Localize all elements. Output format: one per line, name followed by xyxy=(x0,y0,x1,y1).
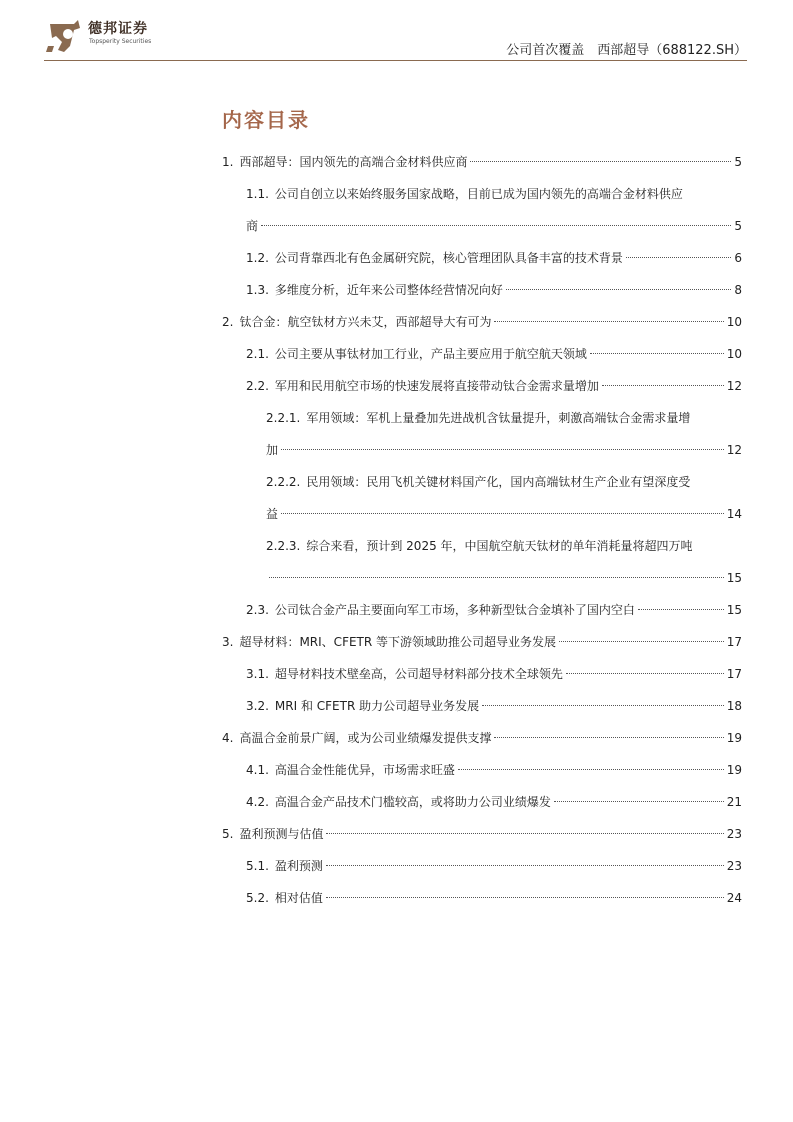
toc-entry-number: 2.3. xyxy=(246,603,269,617)
toc-leader-dots xyxy=(482,705,724,706)
toc-entry[interactable] xyxy=(222,882,742,914)
toc-entry-number: 3. xyxy=(222,635,234,649)
toc-leader-dots xyxy=(494,321,723,322)
toc-entry-title: 西部超导：国内领先的高端合金材料供应商 xyxy=(239,155,468,169)
toc-entry-page: 19 xyxy=(726,731,742,745)
toc-entry[interactable] xyxy=(222,306,742,338)
toc-entry-title-continued: 加 xyxy=(266,443,279,457)
toc-entry-number: 5.1. xyxy=(246,859,269,873)
toc-entry-title: 盈利预测 xyxy=(274,859,323,873)
logo-icon xyxy=(44,16,84,56)
report-header-title: 公司首次覆盖 西部超导（688122.SH） xyxy=(506,43,747,58)
toc-leader-dots xyxy=(559,641,724,642)
toc-leader-dots xyxy=(554,801,724,802)
toc-entry-number: 2.1. xyxy=(246,347,269,361)
toc-entry-title: 公司背靠西北有色金属研究院，核心管理团队具备丰富的技术背景 xyxy=(274,251,623,265)
toc-entry-title: 超导材料技术壁垒高，公司超导材料部分技术全球领先 xyxy=(274,667,563,681)
toc-entry-number: 3.2. xyxy=(246,699,269,713)
toc-leader-dots xyxy=(590,353,724,354)
toc-entry[interactable] xyxy=(222,722,742,754)
toc-entry[interactable] xyxy=(222,370,742,402)
toc-entry-page: 14 xyxy=(726,507,742,521)
toc-entry-page: 24 xyxy=(726,891,742,905)
toc-entry-title: 盈利预测与估值 xyxy=(239,827,324,841)
toc-entry-title: 高温合金产品技术门槛较高，或将助力公司业绩爆发 xyxy=(274,795,551,809)
toc-leader-dots xyxy=(281,513,724,514)
toc-entry[interactable] xyxy=(222,690,742,722)
toc-entry[interactable] xyxy=(222,530,742,594)
toc-entry-number: 3.1. xyxy=(246,667,269,681)
toc-entry-title: 高温合金性能优异，市场需求旺盛 xyxy=(274,763,455,777)
toc-heading: 内容目录 xyxy=(222,108,310,132)
toc-entry-page: 8 xyxy=(734,283,742,297)
toc-leader-dots xyxy=(326,865,724,866)
toc-leader-dots xyxy=(269,577,724,578)
toc-entry[interactable] xyxy=(222,626,742,658)
toc-leader-dots xyxy=(470,161,731,162)
toc-entry[interactable] xyxy=(222,594,742,626)
toc-entry-title: 公司自创立以来始终服务国家战略，目前已成为国内领先的高端合金材料供应 xyxy=(274,187,683,201)
toc-entry-number: 4.1. xyxy=(246,763,269,777)
toc-leader-dots xyxy=(458,769,724,770)
toc-leader-dots xyxy=(326,897,724,898)
toc-entry[interactable] xyxy=(222,242,742,274)
toc-entry-title: 军用和民用航空市场的快速发展将直接带动钛合金需求量增加 xyxy=(274,379,599,393)
toc-entry-number: 1.2. xyxy=(246,251,269,265)
toc-entry-page: 18 xyxy=(726,699,742,713)
toc-entry-title: 多维度分析，近年来公司整体经营情况向好 xyxy=(274,283,503,297)
toc-entry[interactable] xyxy=(222,402,742,466)
toc-entry-page: 5 xyxy=(734,155,742,169)
toc-entry-page: 10 xyxy=(726,315,742,329)
toc-leader-dots xyxy=(566,673,724,674)
table-of-contents xyxy=(222,146,742,914)
toc-entry[interactable] xyxy=(222,274,742,306)
toc-entry-number: 5.2. xyxy=(246,891,269,905)
toc-leader-dots xyxy=(261,225,731,226)
logo-chinese-name: 德邦证券 xyxy=(88,21,148,37)
toc-entry-page: 15 xyxy=(726,603,742,617)
toc-entry-number: 4. xyxy=(222,731,234,745)
toc-entry[interactable] xyxy=(222,338,742,370)
toc-entry[interactable] xyxy=(222,818,742,850)
toc-entry-title: 军用领域：军机上量叠加先进战机含钛量提升，刺激高端钛合金需求量增 xyxy=(306,411,691,425)
toc-entry-number: 2.2.3. xyxy=(266,539,301,553)
toc-entry-number: 1. xyxy=(222,155,234,169)
toc-entry-number: 2.2.1. xyxy=(266,411,301,425)
toc-entry-title: 钛合金：航空钛材方兴未艾，西部超导大有可为 xyxy=(239,315,492,329)
toc-entry-title: 相对估值 xyxy=(274,891,323,905)
toc-entry[interactable] xyxy=(222,178,742,242)
toc-entry[interactable] xyxy=(222,658,742,690)
toc-entry[interactable] xyxy=(222,146,742,178)
toc-entry-title-continued: 商 xyxy=(246,219,259,233)
toc-entry-title: MRI 和 CFETR 助力公司超导业务发展 xyxy=(274,699,480,713)
toc-entry-page: 5 xyxy=(734,219,742,233)
toc-entry-page: 10 xyxy=(726,347,742,361)
toc-entry-page: 17 xyxy=(726,667,742,681)
toc-entry-title: 高温合金前景广阔，或为公司业绩爆发提供支撑 xyxy=(239,731,492,745)
toc-entry-number: 1.3. xyxy=(246,283,269,297)
toc-entry-title: 公司钛合金产品主要面向军工市场，多种新型钛合金填补了国内空白 xyxy=(274,603,635,617)
toc-entry-page: 23 xyxy=(726,859,742,873)
toc-entry-number: 2.2. xyxy=(246,379,269,393)
toc-entry-page: 6 xyxy=(734,251,742,265)
toc-entry-page: 23 xyxy=(726,827,742,841)
toc-entry-number: 5. xyxy=(222,827,234,841)
toc-leader-dots xyxy=(626,257,731,258)
toc-leader-dots xyxy=(506,289,731,290)
toc-entry[interactable] xyxy=(222,850,742,882)
logo-english-name: Topsperity Securities xyxy=(89,38,152,45)
toc-entry-page: 21 xyxy=(726,795,742,809)
toc-entry-number: 2.2.2. xyxy=(266,475,301,489)
toc-leader-dots xyxy=(602,385,724,386)
company-logo xyxy=(44,14,174,58)
toc-entry[interactable] xyxy=(222,754,742,786)
toc-leader-dots xyxy=(638,609,724,610)
toc-entry-number: 1.1. xyxy=(246,187,269,201)
toc-entry-title: 民用领域：民用飞机关键材料国产化，国内高端钛材生产企业有望深度受 xyxy=(306,475,691,489)
toc-leader-dots xyxy=(281,449,724,450)
toc-entry-title: 公司主要从事钛材加工行业，产品主要应用于航空航天领域 xyxy=(274,347,587,361)
header-divider xyxy=(44,60,747,61)
toc-entry-title: 综合来看，预计到 2025 年，中国航空航天钛材的单年消耗量将超四万吨 xyxy=(306,539,693,553)
toc-entry[interactable] xyxy=(222,786,742,818)
toc-entry[interactable] xyxy=(222,466,742,530)
toc-entry-page: 12 xyxy=(726,379,742,393)
toc-leader-dots xyxy=(494,737,723,738)
toc-entry-page: 15 xyxy=(726,571,742,585)
toc-leader-dots xyxy=(326,833,723,834)
toc-entry-number: 2. xyxy=(222,315,234,329)
toc-entry-title: 超导材料：MRI、CFETR 等下游领域助推公司超导业务发展 xyxy=(239,635,557,649)
toc-entry-page: 17 xyxy=(726,635,742,649)
toc-entry-title-continued: 益 xyxy=(266,507,279,521)
toc-entry-number: 4.2. xyxy=(246,795,269,809)
toc-entry-page: 19 xyxy=(726,763,742,777)
toc-entry-page: 12 xyxy=(726,443,742,457)
